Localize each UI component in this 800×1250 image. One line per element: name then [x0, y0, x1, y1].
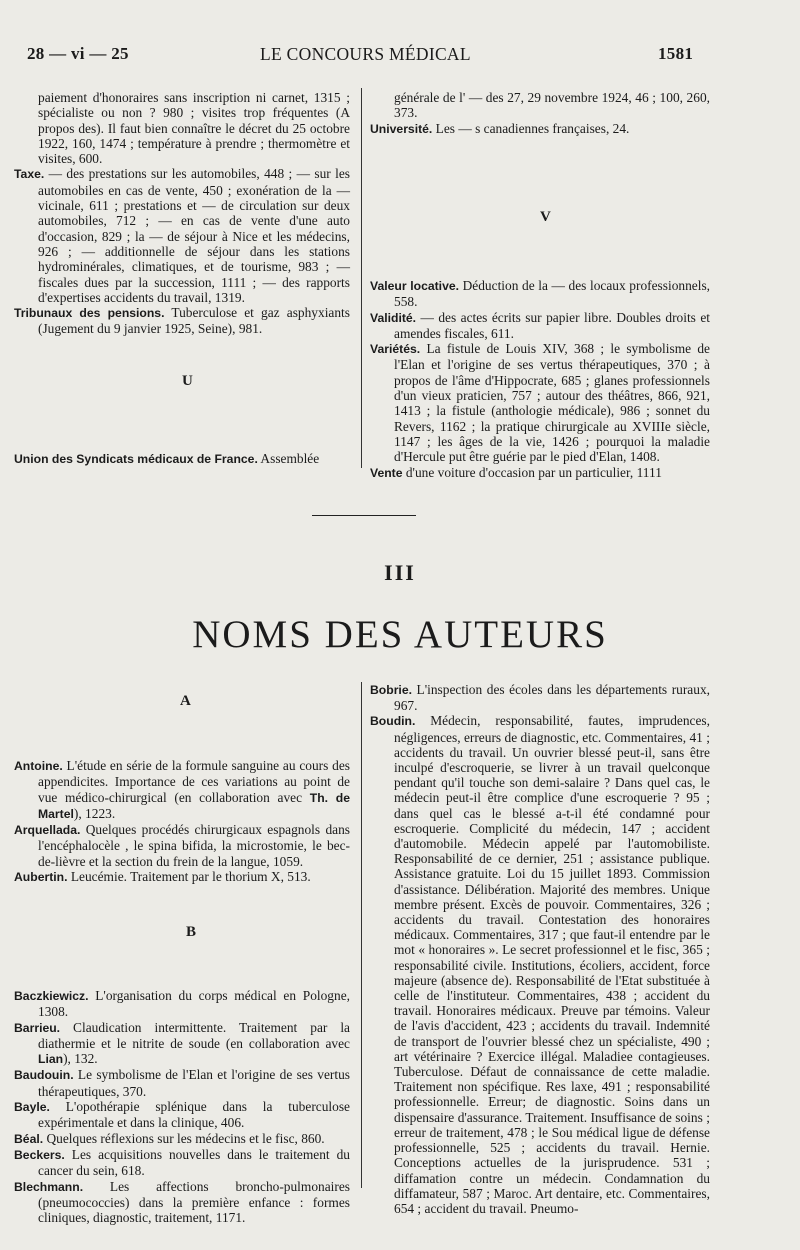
entry-text: ), 132. — [63, 1051, 98, 1067]
co-author-name: Lian — [38, 1052, 64, 1067]
entry-text: Tuberculose et gaz asphyxiants (Jugement du 9 janvier 1925, Seine), 981. — [38, 305, 350, 337]
author-name: Beckers. — [14, 1147, 65, 1162]
header-page-number: 1581 — [658, 44, 694, 63]
header-journal-title: LE CONCOURS MÉDICAL — [260, 44, 471, 64]
entry-text: Quelques réflexions sur les médecins et le fisc, 860. — [43, 1130, 325, 1146]
entry-text: La fistule de Louis XIV, 368 ; le symbolisme de l'Elan et l'origine de ses vertus thérapeutiques, 370 ; à propos de l'âme d'Hippocrate, 685 ; glanes professionnels d'un vieux praticien, 757 ; autour des théâtres, 866, 921, 1413 ; la fistule (anthologie médicale), 986 ; sonnet du Revers, 1162 ; la pratique chirurgicale au XVIIIe siècle, 1147 ; les âges de la vie, 1426 ; pourquoi la maladie d'Hercule put être guérie par le pied d'Elan, 1408. — [394, 341, 710, 465]
section-letter-v: V — [540, 209, 551, 225]
author-entry — [14, 1067, 350, 1099]
entry-text: Médecin, responsabilité, fautes, imprudences, négligences, erreurs de diagnostic, etc. Commentaires, 41 ; accidents du travail. Un ouvrier blessé peut-il, sans être inculpé d'escroquerie, se livrer à un travail quelconque pendant qu'il touche son demi-salaire ? Dans quel cas, le médecin peut-il être complice d'une escroquerie ? 95 ; dans quel cas le blessé a-t-il été condamné pour escroquerie. Complicité du médecin, 147 ; accident d'automobile. Médecin appelé par l'automobiliste. Responsabilité de ce dernier, 251 ; assistance publique. Assistance gratuite. Loi du 15 juillet 1893. Commission d'assistance. Délibération. Majorité des membres. Unique membre présent. Excès de pouvoir. Commentaires, 326 ; accidents du travail. Contestation des honoraires médicaux. Commentaires, 317 ; que faut-il entendre par le mot « honoraires ». Le secret professionnel et le fisc, 365 ; responsabilité civile. Institutions, écoliers, accident, force majeure (absence de). Responsabilité de l'Etat substituée à celle de l'instituteur. Commentaires, 438 ; accident du travail. Honoraires médicaux. Preuve par témoins. Valeur de l'avis d'accident, 423 ; accidents du travail. Indemnité de transport de l'ouvrier blessé chez un spécialiste, 490 ; art vétérinaire ? Exercice illégal. Maladiee contagieuses. Tuberculose. Défaut de connaissance de cette maladie. Traitement non spécifique. Res laxe, 491 ; responsabilité professionnelle. Erreur; de diagnostic. Soins dans un dispensaire d'assurance. Traitement. Insuffisance de soins ; erreur de traitement, 478 ; le Sou médical ligue de défense professionnelle, 525 ; accidents du travail. Hernie. Conceptions actuelles de la jurisprudence. 531 ; diffamation contre un médecin. Condamnation du diffamateur, 587 ; Maroc. Art dentaire, etc. Commentaires, 654 ; accident du travail. Pneumo- — [394, 713, 710, 1216]
index-entry — [370, 278, 710, 310]
index-entry — [370, 310, 710, 342]
author-name: Arquellada. — [14, 823, 81, 838]
continuation-text: générale de l' — des 27, 29 novembre 1924, 46 ; 100, 260, 373. — [394, 90, 710, 121]
author-name: Boudin. — [370, 714, 416, 729]
entry-text: — des actes écrits sur papier libre. Doubles droits et amendes fiscales, 611. — [394, 309, 710, 341]
entry-text: Les — s canadiennes françaises, 24. — [432, 120, 630, 136]
index-entry — [370, 341, 710, 464]
entry-text: L'opothérapie splénique dans la tuberculose expérimentale et dans la clinique, 406. — [38, 1099, 350, 1131]
author-entry — [14, 1131, 350, 1147]
header-date: 28 — vi — 25 — [27, 44, 129, 63]
author-entry — [370, 713, 710, 1216]
entry-keyword: Union des Syndicats médicaux de France. — [14, 452, 258, 466]
bottom-right-column — [370, 682, 710, 1216]
author-name: Aubertin. — [14, 870, 68, 885]
author-entry — [14, 758, 350, 822]
author-name: Bayle. — [14, 1100, 50, 1115]
b-entries — [14, 988, 350, 1225]
section-letter-b: B — [186, 924, 197, 940]
entry-text: Quelques procédés chirurgicaux espagnols dans l'encéphalocèle , le spina bifida, la microstomie, le bec-de-lièvre et la section du frein de la langue, 1059. — [38, 822, 350, 869]
entry-text: Déduction de la — des locaux professionnels, 558. — [394, 278, 710, 310]
entry-text: L'inspection des écoles dans les départements ruraux, 967. — [394, 682, 710, 714]
entry-text: Assemblée — [257, 451, 320, 466]
author-entry — [14, 988, 350, 1020]
entry-text: — des prestations sur les automobiles, 448 ; — sur les automobiles en cas de vente, 450 ; exonération de la — vicinale, 611 ; prestations et — de circulation sur deux automobiles, 712 ; — en cas de vente d'une auto d'occasion, 829 ; la — de séjour à Nice et les médecins, 926 ; — additionnelle de séjour dans les stations hydrominérales, climatiques, et de tourisme, 983 ; — fiscales dues par la succession, 1111 ; — des rapports d'expertises accidents du travail, 1319. — [38, 166, 350, 305]
author-name: Bobrie. — [370, 683, 412, 697]
entry-keyword: Valeur locative. — [370, 279, 460, 293]
author-entry — [370, 682, 710, 713]
entry-text: Leucémie. Traitement par le thorium X, 513. — [67, 869, 311, 885]
section-letter-u: U — [182, 373, 193, 389]
index-entry — [14, 451, 354, 467]
author-name: Antoine. — [14, 759, 63, 773]
author-name: Blechmann. — [14, 1179, 84, 1194]
author-entry — [14, 869, 350, 885]
entry-text: Le symbolisme de l'Elan et l'origine de ses vertus thérapeutiques, 370. — [38, 1067, 350, 1099]
section-letter-a: A — [180, 693, 191, 709]
top-left-last-entry — [14, 451, 354, 467]
author-entry — [14, 1099, 350, 1131]
section-title: NOMS DES AUTEURS — [192, 613, 608, 656]
index-entry — [370, 121, 710, 137]
entry-keyword: Tribunaux des pensions. — [14, 306, 165, 321]
column-divider — [361, 682, 362, 1188]
column-divider — [361, 88, 362, 468]
section-rule — [312, 515, 416, 516]
entry-text: Les affections broncho-pulmonaires (pneumococcies) dans la première enfance : formes cliniques, diagnostic, traitement, 1171. — [38, 1178, 350, 1226]
entry-keyword: Vente — [370, 465, 403, 480]
entry-keyword: Université. — [370, 121, 433, 136]
index-entry — [14, 305, 350, 337]
v-entries — [370, 278, 710, 481]
author-entry — [14, 1020, 350, 1068]
co-author-name: Th. de Martel — [38, 790, 350, 821]
entry-text: L'étude en série de la formule sanguine au cours des appendicites. Importance de ces variations au point de vue médico-chirurgical (en collaboration avec — [38, 758, 350, 805]
continuation-text: paiement d'honoraires sans inscription ni carnet, 1315 ; spécialiste ou non ? 980 ; visites trop fréquentes (A propos des). Il faut bien connaître le décret du 25 octobre 1922, 160, 1474 ; température à prendre ; thermomètre et visites, 600. — [38, 90, 350, 167]
author-name: Béal. — [14, 1131, 44, 1146]
author-entry — [14, 822, 350, 869]
author-name: Baudouin. — [14, 1068, 74, 1083]
index-entry — [370, 465, 710, 481]
top-left-column — [14, 90, 350, 337]
entry-keyword: Taxe. — [14, 167, 45, 182]
entry-keyword: Variétés. — [370, 342, 421, 357]
author-entry — [14, 1147, 350, 1179]
top-right-column — [370, 90, 710, 137]
entry-text: Les acquisitions nouvelles dans le traitement du cancer du sein, 618. — [38, 1146, 350, 1179]
author-name: Barrieu. — [14, 1020, 61, 1035]
index-entry — [14, 166, 350, 305]
entry-text: d'une voiture d'occasion par un particulier, 1111 — [402, 464, 662, 480]
entry-text: ), 1223. — [73, 805, 116, 821]
entry-text: Claudication intermittente. Traitement par la diathermie et le nitrite de soude (en collaboration avec — [38, 1019, 350, 1051]
author-name: Baczkiewicz. — [14, 989, 89, 1003]
entry-text: L'organisation du corps médical en Pologne, 1308. — [38, 988, 350, 1020]
entry-keyword: Validité. — [370, 310, 417, 325]
a-entries — [14, 758, 350, 885]
section-number: III — [384, 560, 416, 585]
author-entry — [14, 1179, 350, 1226]
